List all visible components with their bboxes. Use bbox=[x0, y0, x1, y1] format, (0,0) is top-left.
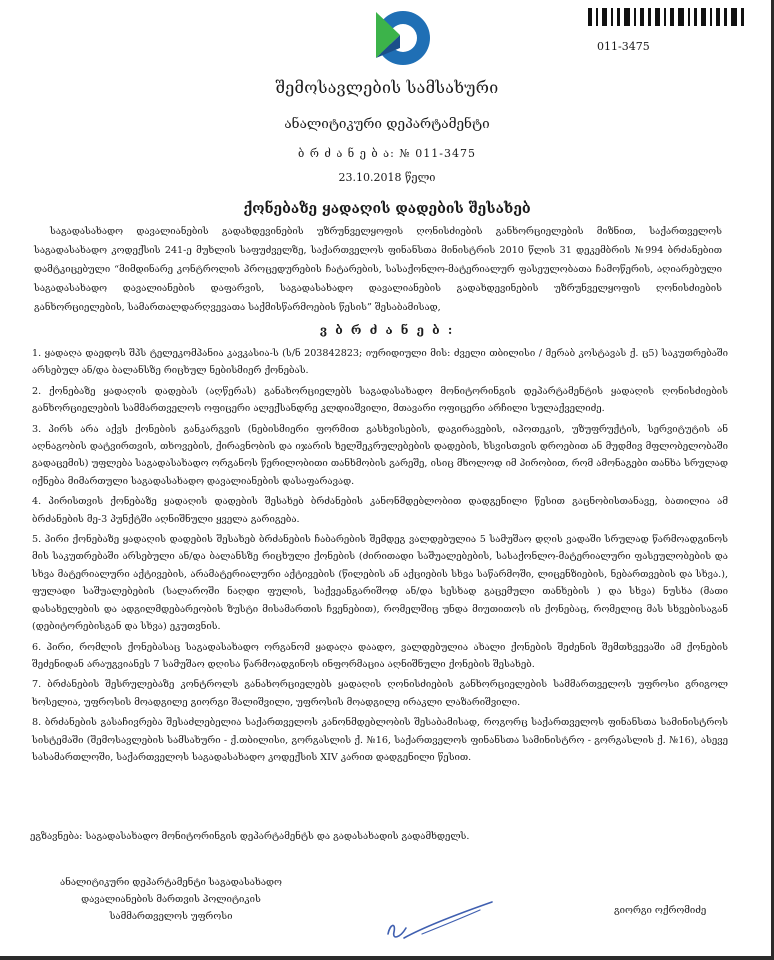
order-item-5: 5. პირი ქონებაზე ყადაღის დადების შესახებ ბრძანების ჩაბარების შემდეგ ვალდებულია 5 სამუშაო დღის ვადაში სრულად წარმოადგინოს მის საკუთრებაში არსებული ან/და ბალანსზე რიცხული ქონების (ძირითადი საშუალებების, სასაქონლო-მატერიალური ფასეულობების და სხვა მატერიალური აქტივების, არამატერიალური აქტივების (წილების ან აქციების სხვა საწარმოში, ლიცენზიების, ნებართვების და სხვა.), ფულადი საშუალებების (სალაროში ნაღდი ფულის, საქვეანგარიშოდ ან/და სესხად გაცემული თანხების ) და სხვა) ნუსხა (მათი დასახელების და ადგილმდებარეობის ზუსტი მისამართის ჩვენებით), რომელშიც უნდა მიუთითოს ის ქონებაც, რომელიც მას სხვებისაგან (დებიტორებისგან და სხვა) ეკუთვნის. bbox=[32, 534, 728, 633]
signatory-title-line-2: დავალიანების მართვის პოლიტიკის bbox=[81, 894, 261, 905]
handwritten-signature-icon bbox=[382, 898, 502, 946]
order-label: ბ რ ძ ა ნ ე ბ ა: bbox=[298, 147, 395, 160]
preamble-paragraph: საგადასახადო დავალიანების გადახდევინების უზრუნველყოფის ღონისძიების განხორციელების მიზნით, საქართველოს საგადასახადო კოდექსის 241-ე მუხლის საფუძველზე, საქართველოს ფინანსთა მინისტრის 2010 წლის 31 დეკემბრის №994 ბრძანებით დამტკიცებული “მიმდინარე კონტროლის პროცედურების ჩატარების, სასაქონლო-მატერიალურ ფასეულობათა ჩამოწერის, აღიარებული საგადასახადო დავალიანების დაფარვის, საგადასახადო დავალიანების გადახდევინების უზრუნველყოფის ღონისძიების განხორციელების, სამართალდარღვევათა საქმისწარმოების წესის” შესაბამისად, bbox=[34, 226, 722, 313]
order-item-6: 6. პირი, რომლის ქონებასაც საგადასახადო ორგანომ ყადაღა დაადო, ვალდებულია ახალი ქონების შეძენის შემთხვევაში ამ ქონების შეძენიდან არაუგვიანეს 7 სამუშაო დღისა წარმოადგინოს ინფორმაცია აღნიშნული ქონების შესახებ. bbox=[32, 641, 728, 670]
revenue-service-logo-icon bbox=[366, 8, 436, 70]
document-number: 011-3475 bbox=[597, 40, 650, 53]
order-item-7: 7. ბრძანების შესრულებაზე კონტროლს განახორციელებს ყადაღის ღონისძიების განხორციელების სამმართველოს უფროსი გრიგოლ ხოსელია, უფროსის მოადგილე გიორგი შალიშვილი, უფროსის მოადგილე ირაკლი ლაზარიშვილი. bbox=[32, 679, 728, 708]
order-item-8: 8. ბრძანების გასაჩივრება შესაძლებელია საქართველოს კანონმდებლობის შესაბამისად, როგორც საქართველოს ფინანსთა სამინისტროს სისტემაში (შემოსავლების სამსახური - ქ.თბილისი, გორგასლის ქ. №16, საქართველოს ფინანსთა სამინისტრო - გორგასლის ქ. №16), ასევე სასამართლოში, საქართველოს საგადასახადო კოდექსის XIV კარით დადგენილი წესით. bbox=[32, 717, 728, 763]
organization-name: შემოსავლების სამსახური bbox=[275, 78, 499, 97]
order-number-line bbox=[0, 147, 774, 160]
order-item-1: 1. ყადაღა დაედოს შპს ტელეკომპანია კავკასია-ს (ს/ნ 203842823; იურიდიული მის: ძველი თბილისი / მერაბ კოსტავას ქ. ც5) საკუთრებაში არსებულ ან/და ბალანსზე რიცხულ ნებისმიერ ქონებას. bbox=[32, 348, 728, 377]
order-item-2: 2. ქონებაზე ყადაღის დადებას (აღწერას) განახორციელებს საგადასახადო მონიტორინგის დეპარტამენტის ყადაღის ღონისძიების განხორციელების სამმართველოს ოფიცერი ალექსანდრე კლდიაშვილი, მთავარი ოფიცერი არჩილი სულაქველიძე. bbox=[32, 385, 728, 415]
recipients-note: ეგზავნება: საგადასახადო მონიტორინგის დეპარტამენტს და გადასახადის გადამხდელს. bbox=[30, 831, 470, 842]
barcode-icon bbox=[588, 8, 748, 26]
bottom-border bbox=[0, 956, 774, 960]
order-date: 23.10.2018 წელი bbox=[338, 171, 436, 184]
signatory-title bbox=[36, 874, 306, 925]
orders-heading: ვ ბ რ ძ ა ნ ე ბ : bbox=[319, 323, 455, 337]
document-title: ქონებაზე ყადაღის დადების შესახებ bbox=[243, 201, 531, 217]
department-name: ანალიტიკური დეპარტამენტი bbox=[284, 116, 490, 132]
signatory-title-line-1: ანალიტიკური დეპარტამენტი საგადასახადო bbox=[60, 877, 282, 888]
signer-name: გიორგი ოქრომიძე bbox=[614, 905, 707, 916]
order-item-4: 4. პირისთვის ქონებაზე ყადაღის დადების შესახებ ბრძანების კანონმდებლობით დადგენილი წესით გაცნობისთანავე, ბათილია ამ ბრძანების მე-3 პუნქტში აღნიშნული ყველა გარიგება. bbox=[32, 496, 728, 525]
signatory-title-line-3: სამმართველოს უფროსი bbox=[109, 911, 233, 922]
order-item-3: 3. პირს არა აქვს ქონების განკარგვის (ნებისმიერი ფორმით გასხვისების, დაგირავების, იპოთეკის, უზუფრუქტის, სერვიტუტის ან აღნაგობის დატვირთვის, თხოვების, ქირავნობის და იჯარის ხელშეკრულებების დადების, ხსვისთვის დროებით ან მუდმივ მფლობელობაში გადაცემის) უფლება საგადასახადო ორგანოს წერილობითი თანხმობის გარეშე, ისიც მხოლოდ იმ პირობით, რომ ამონაგები თანხა სრულად იქნება მიმართული საგადასახადო დავალიანების დასაფარავად. bbox=[32, 423, 728, 487]
order-items-list bbox=[32, 345, 728, 769]
order-number: № 011-3475 bbox=[399, 147, 476, 160]
